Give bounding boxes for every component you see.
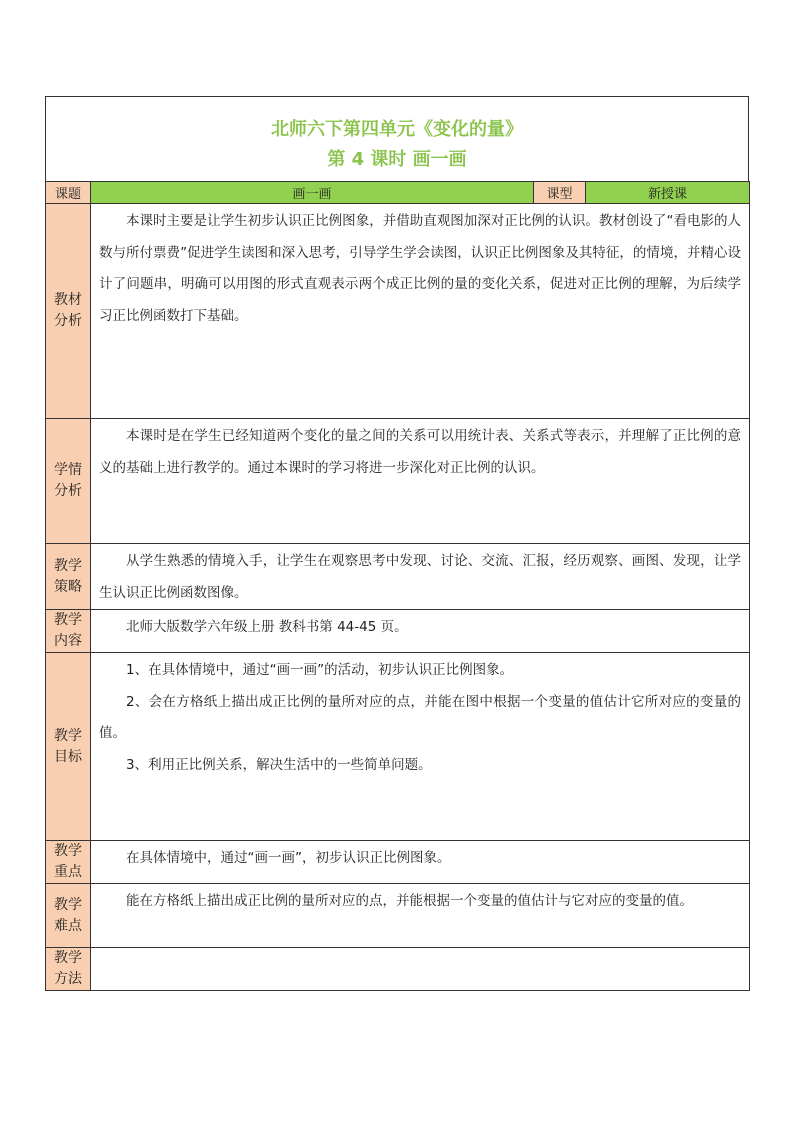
- row-student-analysis: [46, 419, 750, 544]
- row-content: 北师大版数学六年级上册 教科书第 44-45 页。: [91, 610, 750, 653]
- row-content: 能在方格纸上描出成正比例的量所对应的点，并能根据一个变量的值估计与它对应的变量的值。: [91, 884, 750, 948]
- type-value: 新授课: [586, 182, 750, 204]
- row-label: 学情 分析: [46, 419, 91, 544]
- row-difficulties: [46, 884, 750, 948]
- unit-title: 北师六下第四单元《变化的量》: [271, 119, 523, 140]
- row-objectives: [46, 653, 750, 841]
- row-label: 教学 重点: [46, 841, 91, 884]
- row-content: 本课时主要是让学生初步认识正比例图象，并借助直观图加深对正比例的认识。教材创设了“看电影的人数与所付票费”促进学生读图和深入思考，引导学生学会读图，认识正比例图象及其特征，的情境，并精心设计了问题串，明确可以用图的形式直观表示两个成正比例的量的变化关系，促进对正比例的理解，为后续学习正比例函数打下基础。: [91, 204, 750, 419]
- lesson-plan-document: [45, 96, 749, 991]
- row-label: 教学 难点: [46, 884, 91, 948]
- row-label: 教材 分析: [46, 204, 91, 419]
- topic-label: 课题: [46, 182, 91, 204]
- header-row: [46, 182, 750, 204]
- title-box: [45, 96, 749, 181]
- row-content: 在具体情境中，通过“画一画”，初步认识正比例图象。: [91, 841, 750, 884]
- row-content: 从学生熟悉的情境入手，让学生在观察思考中发现、讨论、交流、汇报，经历观察、画图、发现，让学生认识正比例函数图像。: [91, 544, 750, 610]
- row-content: 1、在具体情境中，通过“画一画”的活动，初步认识正比例图象。 2、会在方格纸上描出成正比例的量所对应的点，并能在图中根据一个变量的值估计它所对应的变量的值。 3、利用正比例关系，解决生活中的一些简单问题。: [91, 653, 750, 841]
- row-label: 教学 策略: [46, 544, 91, 610]
- row-content: 本课时是在学生已经知道两个变化的量之间的关系可以用统计表、关系式等表示，并理解了正比例的意义的基础上进行教学的。通过本课时的学习将进一步深化对正比例的认识。: [91, 419, 750, 544]
- type-label: 课型: [534, 182, 586, 204]
- lesson-table: [45, 181, 750, 991]
- row-strategy: [46, 544, 750, 610]
- topic-value: 画一画: [91, 182, 534, 204]
- row-label: 教学 目标: [46, 653, 91, 841]
- row-label: 教学 方法: [46, 948, 91, 991]
- row-content: [46, 610, 750, 653]
- row-methods: [46, 948, 750, 991]
- row-material-analysis: [46, 204, 750, 419]
- row-label: 教学 内容: [46, 610, 91, 653]
- row-content: [91, 948, 750, 991]
- row-key-points: [46, 841, 750, 884]
- lesson-title: 第 4 课时 画一画: [327, 149, 467, 170]
